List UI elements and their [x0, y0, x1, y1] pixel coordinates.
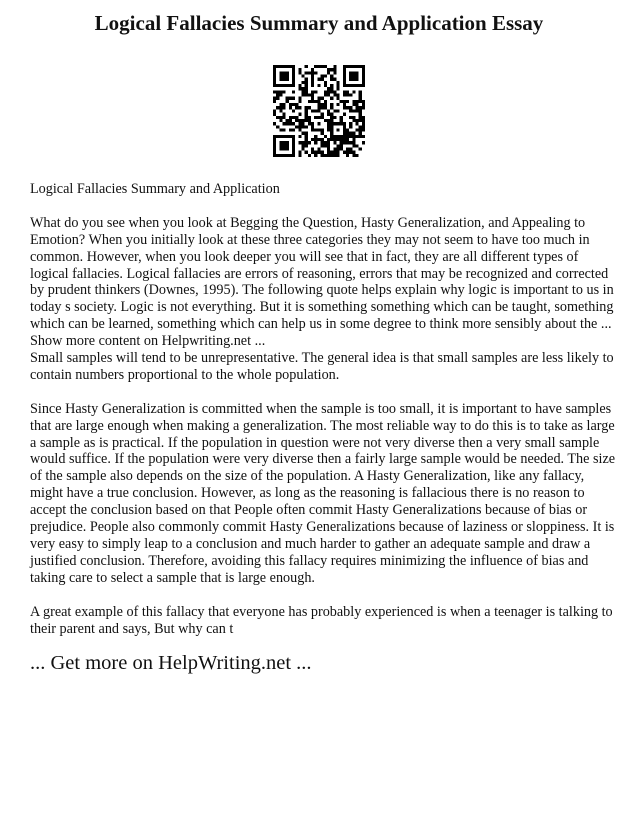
page-title: Logical Fallacies Summary and Application Essay — [94, 11, 544, 35]
paragraph-3: Since Hasty Generalization is committed when the sample is too small, it is important to have samples that are large enough when making a generalization. The most reliable way to do this is to take as large a sample as is practical. If the population in question were not very diverse then a very small sample would suffice. If the population were very diverse then a fairly large sample would be needed. The size of the sample also depends on the size of the population. A Hasty Generalization, like any fallacy, might have a true conclusion. However, as long as the reasoning is fallacious there is no reason to accept the conclusion based on that People often commit Hasty Generalizations because of bias or prejudice. People also commonly commit Hasty Generalizations because of laziness or sloppiness. It is very easy to simply leap to a conclusion and much harder to gather an adequate sample and draw a justified conclusion. Therefore, avoiding this fallacy requires minimizing the influence of bias and taking care to select a sample that is large enough. — [30, 400, 616, 586]
paragraph-1: What do you see when you look at Begging the Question, Hasty Generalization, and Appealing to Emotion? When you initially look at these three categories they may not seem to have too much in common. However, when you look deeper you will see that in fact, they are all different types of logical fallacies. Logical fallacies are errors of reasoning, errors that may be recognized and corrected by prudent thinkers (Downes, 1995). The following quote helps explain why logic is important to us in today s society. Logic is not everything. But it is something something which can be taught, something which can be learned, something which can help us in some degree to think more sensibly about the ... Show more content on Helpwriting.net ... — [30, 214, 614, 350]
essay-body — [30, 181, 620, 637]
essay-subtitle: Logical Fallacies Summary and Application — [30, 181, 280, 197]
qr-code-icon — [273, 65, 365, 157]
get-more-link[interactable]: ... Get more on HelpWriting.net ... — [30, 652, 312, 674]
paragraph-4: A great example of this fallacy that everyone has probably experienced is when a teenager is talking to their parent and says, But why can t — [30, 603, 613, 637]
paragraph-2: Small samples will tend to be unrepresentative. The general idea is that small samples are less likely to contain numbers proportional to the whole population. — [30, 350, 614, 383]
